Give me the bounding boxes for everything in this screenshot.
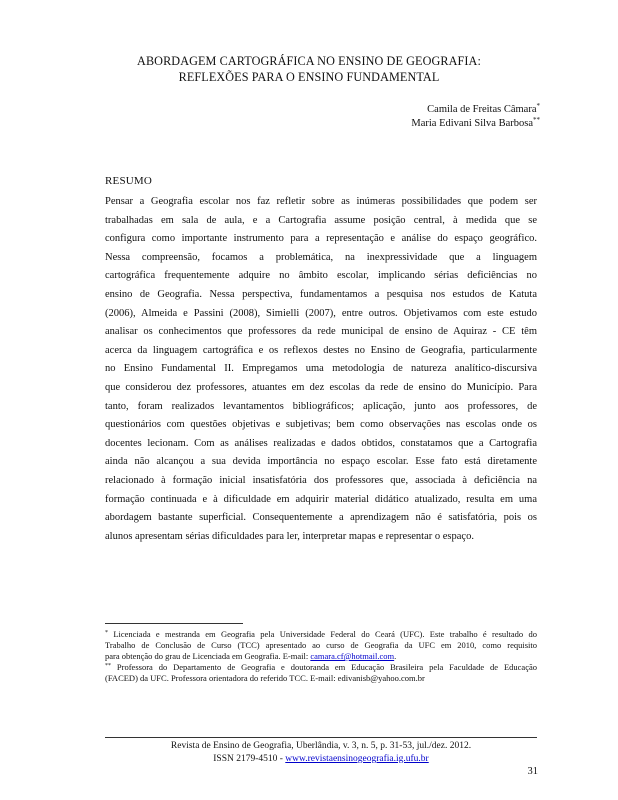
section-heading-resumo: RESUMO: [105, 175, 153, 187]
abstract-line: ainda não alcançou a sua devida importância no espaço escolar. Esse fato está diretamente: [105, 456, 537, 468]
author-1: [411, 103, 540, 117]
abstract-line: questionários com questões objetivas e subjetivas; bem como observações nas escolas onde os: [105, 419, 537, 431]
author-2-name: Maria Edivani Silva Barbosa: [411, 118, 533, 129]
paper-title: [0, 53, 618, 85]
footnote-2-text-1: Professora do Departamento de Geografia e doutoranda em Educação Brasileira pela Faculdade de Educação: [116, 662, 538, 672]
page-number: 31: [527, 766, 538, 777]
author-list: [411, 103, 540, 131]
abstract-line: docentes lecionam. Com as análises realizadas e dados obtidos, constatamos que a Cartografia: [105, 437, 537, 449]
abstract-line: analisar os conhecimentos que professores da rede municipal de ensino de Aquiraz - CE têm: [105, 326, 537, 338]
author-2: [411, 117, 540, 131]
abstract-line: configura como importante instrumento para a representação e análise do espaço geográfico.: [105, 233, 537, 245]
abstract-line: relacionado à formação inicial insatisfatória dos professores que, associada à deficiência na: [105, 474, 537, 486]
title-line-2: REFLEXÕES PARA O ENSINO FUNDAMENTAL: [178, 70, 440, 84]
abstract-line: Nessa compreensão, focamos a problemática, na inexpressividade que a linguagem: [105, 251, 537, 263]
abstract-line: tanto, foram realizados levantamentos bibliográficos; aplicação, junto aos professores, de: [105, 400, 537, 412]
author-1-name: Camila de Freitas Câmara: [427, 104, 537, 115]
journal-issn: ISSN 2179-4510 -: [213, 754, 286, 764]
abstract-line: Pensar a Geografia escolar nos faz refletir sobre as inúmeras possibilidades que podem ser: [105, 196, 537, 207]
abstract-line: alunos apresentam sérias dificuldades para ler, interpretar mapas e representar o espaço.: [105, 530, 474, 542]
footnote-1-line-3: [105, 651, 537, 662]
footnote-1-line-1: [105, 629, 537, 640]
journal-footer-separator: [105, 737, 537, 738]
abstract-line: ensino de Geografia. Nessa perspectiva, fundamentamos a pesquisa nos estudos de Katuta: [105, 288, 537, 300]
author-2-footnote-mark: **: [533, 116, 540, 124]
footnote-1-text-1: Licenciada e mestranda em Geografia pela Universidade Federal do Ceará (UFC). Este trabalho é resultado do: [113, 629, 537, 639]
abstract-line: formação continuada e à dificuldade em adquirir material didático atualizado, resulta em uma: [105, 493, 537, 505]
footnote-2-line-1: [105, 662, 537, 673]
footnote-1-mark: *: [105, 630, 108, 636]
footnote-1-email-link[interactable]: camara.cf@hotmail.com: [310, 651, 395, 661]
title-line-1: ABORDAGEM CARTOGRÁFICA NO ENSINO DE GEOGRAFIA:: [137, 54, 481, 68]
footnote-1-line-2: Trabalho de Conclusão de Curso (TCC) apresentado ao curso de Geografia da UFC em 2010, como requisito: [105, 640, 537, 650]
abstract-line: acerca da linguagem cartográfica e os reflexos destes no Ensino de Geografia, particularmente: [105, 344, 537, 356]
footnote-1-text-3: para obtenção do grau de Licenciada em Geografia. E-mail:: [105, 651, 311, 661]
abstract-line: (2006), Almeida e Passini (2008), Simielli (2007), entre outros. Objetivamos com este estudo: [105, 307, 537, 319]
abstract-line: que considerou dez professores, atuantes em dez escolas da rede de ensino do Município. Para: [105, 381, 537, 393]
abstract-body: [105, 193, 537, 546]
abstract-line: abordagem bastante superficial. Consequentemente a aprendizagem não é satisfatória, pois os: [105, 512, 537, 524]
footnotes: [105, 629, 537, 684]
journal-url-link[interactable]: www.revistaensinogeografia.ig.ufu.br: [285, 754, 429, 764]
footnote-2-line-2: (FACED) da UFC. Professora orientadora do referido TCC. E-mail: edivanisb@yahoo.com.br: [105, 673, 425, 683]
journal-footer: [105, 740, 537, 766]
author-1-footnote-mark: *: [536, 102, 540, 110]
abstract-line: trabalhadas em sala de aula, e a Cartografia assume posição central, à medida que se: [105, 214, 537, 226]
footnote-2-mark: **: [105, 663, 111, 669]
footnote-separator: [105, 623, 243, 624]
abstract-line: no Ensino Fundamental II. Empregamos uma metodologia de natureza analítico-discursiva: [105, 363, 537, 375]
footnote-1-text-end: .: [394, 651, 397, 661]
journal-issn-line: [105, 753, 537, 766]
abstract-line: cartográfica frequentemente adquire no âmbito escolar, implicando sérias deficiências no: [105, 270, 537, 282]
journal-citation: Revista de Ensino de Geografia, Uberlândia, v. 3, n. 5, p. 31-53, jul./dez. 2012.: [170, 741, 472, 751]
